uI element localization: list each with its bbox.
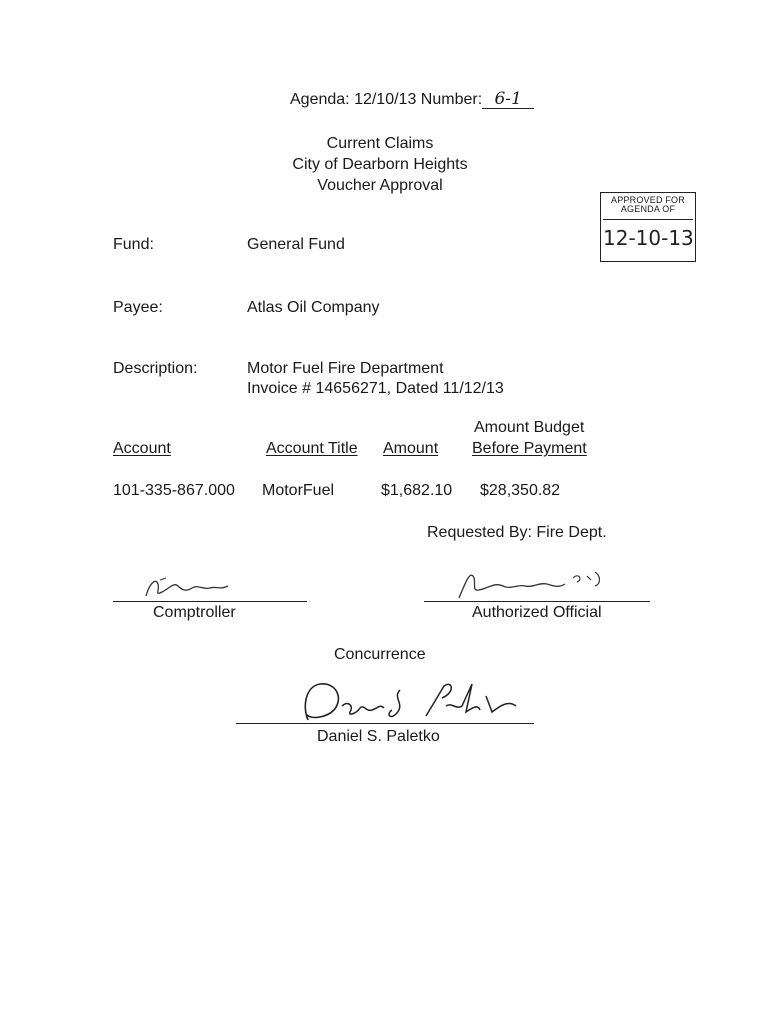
stamp-label-line-2: AGENDA OF (620, 204, 676, 214)
authorized-official-signature (455, 566, 625, 602)
comptroller-label: Comptroller (153, 604, 236, 621)
cell-account-title: MotorFuel (262, 482, 335, 499)
agenda-number-handwritten: 6-1 (482, 90, 534, 109)
cell-budget-before: $28,350.82 (480, 482, 561, 499)
payee-label: Payee: (113, 299, 163, 316)
header-budget-line-2: Before Payment (472, 440, 587, 457)
stamp-label (601, 193, 695, 214)
description-label: Description: (113, 360, 198, 377)
authorized-official-label: Authorized Official (472, 604, 602, 621)
title-line-1: Current Claims (326, 135, 434, 152)
fund-label: Fund: (113, 236, 154, 253)
fund-value: General Fund (247, 236, 345, 253)
paletko-name: Daniel S. Paletko (317, 728, 440, 745)
header-account: Account (113, 440, 171, 457)
paletko-signature-line (236, 723, 534, 724)
description-line-2: Invoice # 14656271, Dated 11/12/13 (247, 380, 504, 397)
requested-by: Requested By: Fire Dept. (427, 524, 607, 541)
agenda-line (290, 90, 534, 109)
concurrence-label: Concurrence (334, 646, 426, 663)
agenda-date: 12/10/13 (354, 91, 417, 108)
comptroller-signature-line (113, 601, 307, 602)
header-budget-line-1: Amount Budget (474, 419, 585, 436)
payee-value: Atlas Oil Company (247, 299, 380, 316)
authorized-official-signature-line (424, 601, 650, 602)
description-line-1: Motor Fuel Fire Department (247, 360, 444, 377)
header-account-title: Account Title (266, 440, 358, 457)
title-block (230, 133, 530, 196)
title-line-3: Voucher Approval (317, 177, 443, 194)
number-label: Number: (420, 91, 483, 108)
cell-account: 101-335-867.000 (113, 482, 235, 499)
stamp-date: 12-10-13 (603, 219, 693, 259)
stamp-label-line-1: APPROVED FOR (611, 195, 685, 205)
header-amount: Amount (383, 440, 439, 457)
paletko-signature (296, 676, 536, 726)
cell-amount: $1,682.10 (381, 482, 453, 499)
comptroller-signature (140, 574, 250, 600)
agenda-label: Agenda: (290, 91, 350, 108)
approved-stamp (600, 192, 696, 262)
title-line-2: City of Dearborn Heights (292, 156, 468, 173)
